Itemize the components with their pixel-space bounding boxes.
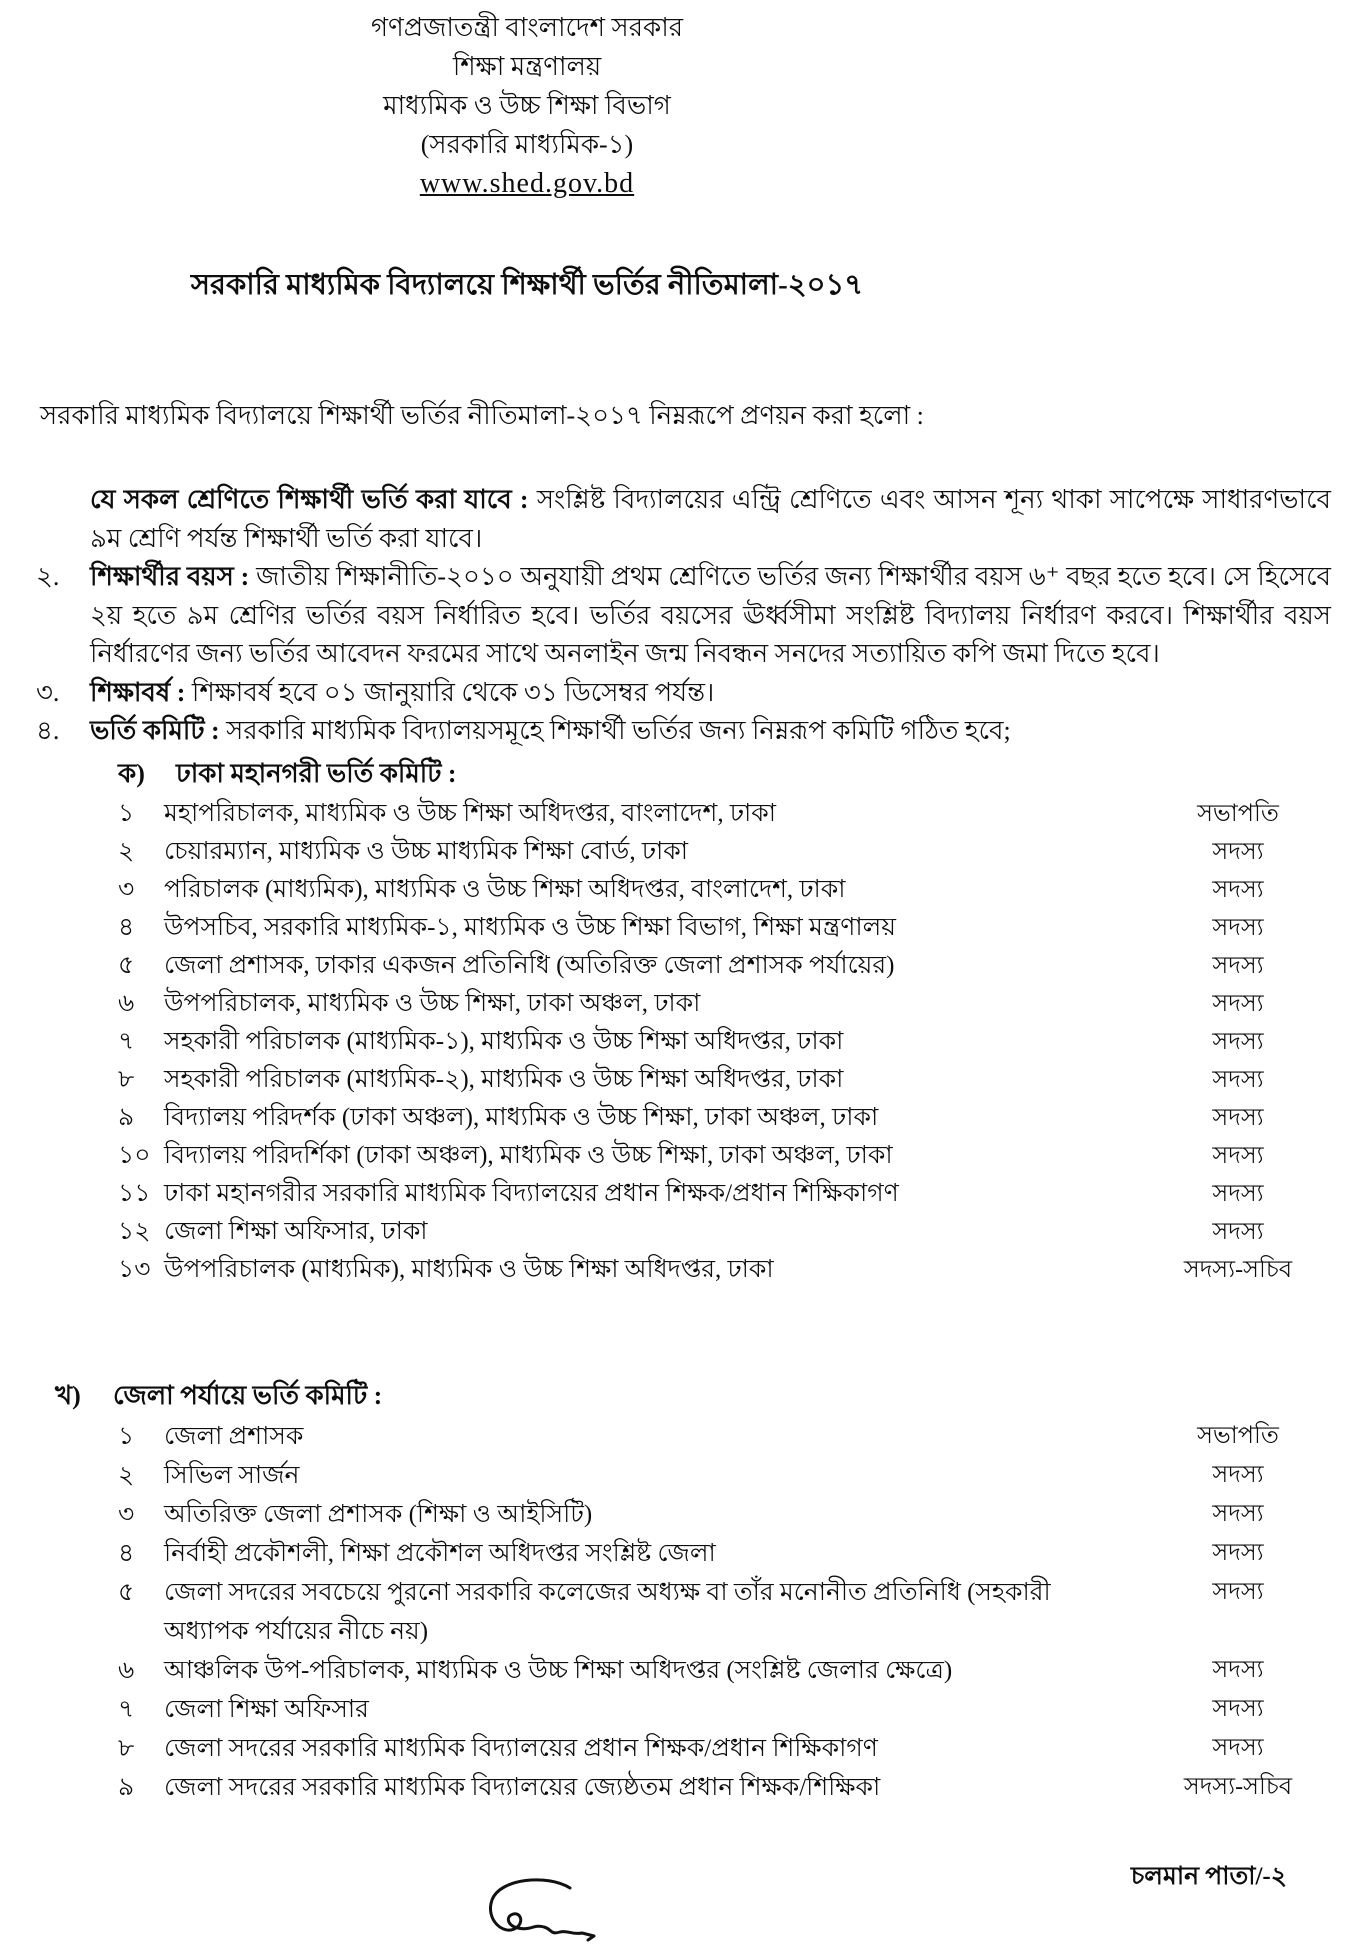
table-row bbox=[118, 1175, 1353, 1213]
committee-title: ঢাকা মহানগরী ভর্তি কমিটি : bbox=[176, 758, 457, 788]
item-number: ৩. bbox=[36, 677, 60, 707]
member-serial: ৮ bbox=[118, 1734, 135, 1762]
table-row bbox=[118, 1573, 1353, 1651]
item-text bbox=[90, 674, 1335, 713]
member-role: সদস্য bbox=[1212, 838, 1264, 865]
table-row bbox=[118, 833, 1353, 871]
table-row bbox=[118, 1099, 1353, 1137]
intro-paragraph: সরকারি মাধ্যমিক বিদ্যালয়ে শিক্ষার্থী ভর্তির নীতিমালা-২০১৭ নিম্নরূপে প্রণয়ন করা হলো : bbox=[40, 401, 924, 430]
member-serial: ৫ bbox=[118, 951, 135, 979]
website-url: www.shed.gov.bd bbox=[419, 168, 635, 199]
member-serial: ৭ bbox=[118, 1027, 135, 1055]
member-serial: ৩ bbox=[118, 875, 135, 903]
committee-heading bbox=[118, 753, 1353, 795]
table-row bbox=[118, 1651, 1353, 1690]
member-role: সভাপতি bbox=[1197, 1422, 1279, 1449]
handwritten-signature bbox=[478, 1878, 608, 1953]
table-row bbox=[118, 1768, 1353, 1807]
committee-label: ক) bbox=[118, 758, 145, 788]
member-role: সদস্য bbox=[1212, 1500, 1264, 1527]
member-serial: ৬ bbox=[118, 989, 135, 1017]
member-role: সদস্য bbox=[1212, 1695, 1264, 1722]
table-row bbox=[118, 1456, 1353, 1495]
member-serial: ৪ bbox=[118, 1539, 135, 1567]
member-designation: জেলা শিক্ষা অফিসার, ঢাকা bbox=[164, 1217, 428, 1245]
item-body: সংশ্লিষ্ট বিদ্যালয়ের এন্ট্রি শ্রেণিতে এবং আসন শূন্য থাকা সাপেক্ষে সাধারণভাবে ৯ম শ্রেণি পর্যন্ত শিক্ষার্থী ভর্তি করা যাবে। bbox=[90, 485, 1331, 553]
member-role: সদস্য bbox=[1212, 1461, 1264, 1488]
member-role: সদস্য bbox=[1212, 1180, 1264, 1207]
item-heading: শিক্ষাবর্ষ : bbox=[90, 677, 186, 707]
member-serial: ৮ bbox=[118, 1065, 135, 1093]
committee-district bbox=[0, 1375, 1353, 1807]
member-designation: জেলা শিক্ষা অফিসার bbox=[164, 1695, 369, 1723]
government-name: গণপ্রজাতন্ত্রী বাংলাদেশ সরকার bbox=[370, 13, 684, 42]
table-row bbox=[118, 1061, 1353, 1099]
member-serial: ১২ bbox=[118, 1217, 151, 1245]
member-role: সদস্য bbox=[1212, 1218, 1264, 1245]
committee-member-list bbox=[0, 1417, 1353, 1807]
member-designation: বিদ্যালয় পরিদর্শিকা (ঢাকা অঞ্চল), মাধ্যমিক ও উচ্চ শিক্ষা, ঢাকা অঞ্চল, ঢাকা bbox=[164, 1141, 893, 1169]
policy-item-4 bbox=[36, 712, 1335, 751]
letterhead bbox=[0, 0, 1054, 204]
member-designation: সিভিল সার্জন bbox=[164, 1461, 300, 1489]
member-designation: জেলা সদরের সরকারি মাধ্যমিক বিদ্যালয়ের জ্যেষ্ঠতম প্রধান শিক্ষক/শিক্ষিকা bbox=[164, 1773, 881, 1801]
division-name: মাধ্যমিক ও উচ্চ শিক্ষা বিভাগ bbox=[383, 91, 671, 120]
member-serial: ১ bbox=[118, 799, 135, 827]
policy-items bbox=[36, 481, 1335, 751]
policy-item-2 bbox=[36, 558, 1335, 674]
member-designation: পরিচালক (মাধ্যমিক), মাধ্যমিক ও উচ্চ শিক্ষা অধিদপ্তর, বাংলাদেশ, ঢাকা bbox=[164, 875, 846, 903]
item-number: ২. bbox=[36, 562, 60, 591]
table-row bbox=[118, 1729, 1353, 1768]
committee-title: জেলা পর্যায়ে ভর্তি কমিটি : bbox=[113, 1380, 383, 1410]
member-designation: আঞ্চলিক উপ-পরিচালক, মাধ্যমিক ও উচ্চ শিক্ষা অধিদপ্তর (সংশ্লিষ্ট জেলার ক্ষেত্রে) bbox=[164, 1656, 953, 1684]
member-role: সদস্য bbox=[1212, 914, 1264, 941]
member-role: সদস্য bbox=[1212, 876, 1264, 903]
member-role: সভাপতি bbox=[1197, 800, 1279, 827]
table-row bbox=[118, 1251, 1353, 1289]
member-designation: জেলা সদরের সবচেয়ে পুরনো সরকারি কলেজের অধ্যক্ষ বা তাঁর মনোনীত প্রতিনিধি (সহকারী অধ্যাপক পর্যায়ের নীচে নয়) bbox=[164, 1578, 1051, 1645]
table-row bbox=[118, 1495, 1353, 1534]
table-row bbox=[118, 1137, 1353, 1175]
member-serial: ৭ bbox=[118, 1695, 135, 1723]
table-row bbox=[118, 985, 1353, 1023]
continuation-note: চলমান পাতা/-২ bbox=[1130, 1863, 1287, 1890]
member-serial: ৯ bbox=[118, 1103, 135, 1131]
member-serial: ১ bbox=[118, 1422, 135, 1450]
item-number: ৪. bbox=[36, 716, 60, 745]
item-body: জাতীয় শিক্ষানীতি-২০১০ অনুযায়ী প্রথম শ্রেণিতে ভর্তির জন্য শিক্ষার্থীর বয়স ৬⁺ বছর হতে হবে। সে হিসেবে ২য় হতে ৯ম শ্রেণির ভর্তির বয়স নির্ধারিত হবে। ভর্তির বয়সের ঊর্ধ্বসীমা সংশ্লিষ্ট বিদ্যালয় নির্ধারণ করবে। শিক্ষার্থীর বয়স নির্ধারণের জন্য ভর্তির আবেদন ফরমের সাথে অনলাইন জন্ম নিবন্ধন সনদের সত্যায়িত কপি জমা দিতে হবে। bbox=[90, 562, 1332, 668]
table-row bbox=[118, 795, 1353, 833]
committee-dhaka bbox=[0, 753, 1353, 1289]
member-serial: ২ bbox=[118, 1461, 135, 1489]
committee-member-list bbox=[0, 795, 1353, 1289]
member-role: সদস্য bbox=[1212, 1656, 1264, 1683]
member-serial: ১১ bbox=[118, 1179, 151, 1207]
item-text bbox=[90, 481, 1335, 558]
table-row bbox=[118, 1023, 1353, 1061]
member-role: সদস্য bbox=[1212, 1104, 1264, 1131]
member-designation: নির্বাহী প্রকৌশলী, শিক্ষা প্রকৌশল অধিদপ্তর সংশ্লিষ্ট জেলা bbox=[164, 1539, 716, 1567]
table-row bbox=[118, 1213, 1353, 1251]
member-designation: মহাপরিচালক, মাধ্যমিক ও উচ্চ শিক্ষা অধিদপ্তর, বাংলাদেশ, ঢাকা bbox=[164, 799, 776, 827]
member-designation: সহকারী পরিচালক (মাধ্যমিক-২), মাধ্যমিক ও উচ্চ শিক্ষা অধিদপ্তর, ঢাকা bbox=[164, 1065, 844, 1093]
member-role: সদস্য bbox=[1212, 1066, 1264, 1093]
member-serial: ৯ bbox=[118, 1773, 135, 1801]
item-heading: যে সকল শ্রেণিতে শিক্ষার্থী ভর্তি করা যাবে : bbox=[90, 485, 529, 514]
member-serial: ১৩ bbox=[118, 1255, 151, 1283]
table-row bbox=[118, 1534, 1353, 1573]
member-serial: ২ bbox=[118, 837, 135, 865]
member-serial: ৩ bbox=[118, 1500, 135, 1528]
member-role: সদস্য-সচিব bbox=[1183, 1773, 1293, 1800]
table-row bbox=[118, 1417, 1353, 1456]
member-role: সদস্য bbox=[1212, 990, 1264, 1017]
member-serial: ১০ bbox=[118, 1141, 151, 1169]
committee-heading bbox=[55, 1375, 1353, 1417]
member-designation: উপপরিচালক (মাধ্যমিক), মাধ্যমিক ও উচ্চ শিক্ষা অধিদপ্তর, ঢাকা bbox=[164, 1255, 774, 1283]
member-role: সদস্য bbox=[1212, 1539, 1264, 1566]
item-heading: শিক্ষার্থীর বয়স : bbox=[90, 562, 250, 591]
item-text bbox=[90, 558, 1335, 674]
member-designation: জেলা প্রশাসক bbox=[164, 1422, 304, 1450]
member-serial: ৫ bbox=[118, 1578, 135, 1606]
item-body: সরকারি মাধ্যমিক বিদ্যালয়সমূহে শিক্ষার্থী ভর্তির জন্য নিম্নরূপ কমিটি গঠিত হবে; bbox=[226, 716, 1011, 745]
table-row bbox=[118, 909, 1353, 947]
committee-label: খ) bbox=[55, 1380, 81, 1410]
member-role: সদস্য bbox=[1212, 952, 1264, 979]
member-designation: ঢাকা মহানগরীর সরকারি মাধ্যমিক বিদ্যালয়ের প্রধান শিক্ষক/প্রধান শিক্ষিকাগণ bbox=[164, 1179, 899, 1207]
member-designation: জেলা সদরের সরকারি মাধ্যমিক বিদ্যালয়ের প্রধান শিক্ষক/প্রধান শিক্ষিকাগণ bbox=[164, 1734, 878, 1762]
member-role: সদস্য bbox=[1212, 1142, 1264, 1169]
member-serial: ৪ bbox=[118, 913, 135, 941]
policy-item-3 bbox=[36, 674, 1335, 713]
policy-item-1 bbox=[36, 481, 1335, 558]
member-role: সদস্য bbox=[1212, 1028, 1264, 1055]
ministry-name: শিক্ষা মন্ত্রণালয় bbox=[452, 52, 602, 81]
table-row bbox=[118, 1690, 1353, 1729]
table-row bbox=[118, 947, 1353, 985]
member-designation: বিদ্যালয় পরিদর্শক (ঢাকা অঞ্চল), মাধ্যমিক ও উচ্চ শিক্ষা, ঢাকা অঞ্চল, ঢাকা bbox=[164, 1103, 879, 1131]
member-designation: উপসচিব, সরকারি মাধ্যমিক-১, মাধ্যমিক ও উচ্চ শিক্ষা বিভাগ, শিক্ষা মন্ত্রণালয় bbox=[164, 913, 896, 941]
page-title: সরকারি মাধ্যমিক বিদ্যালয়ে শিক্ষার্থী ভর্তির নীতিমালা-২০১৭ bbox=[190, 269, 864, 301]
item-body: শিক্ষাবর্ষ হবে ০১ জানুয়ারি থেকে ৩১ ডিসেম্বর পর্যন্ত। bbox=[191, 677, 715, 707]
signature-mark bbox=[478, 1878, 608, 1948]
member-designation: সহকারী পরিচালক (মাধ্যমিক-১), মাধ্যমিক ও উচ্চ শিক্ষা অধিদপ্তর, ঢাকা bbox=[164, 1027, 844, 1055]
member-designation: উপপরিচালক, মাধ্যমিক ও উচ্চ শিক্ষা, ঢাকা অঞ্চল, ঢাকা bbox=[164, 989, 701, 1017]
table-row bbox=[118, 871, 1353, 909]
section-name: (সরকারি মাধ্যমিক-১) bbox=[420, 130, 634, 159]
item-text bbox=[90, 712, 1335, 751]
member-role: সদস্য-সচিব bbox=[1183, 1256, 1293, 1283]
member-designation: চেয়ারম্যান, মাধ্যমিক ও উচ্চ মাধ্যমিক শিক্ষা বোর্ড, ঢাকা bbox=[164, 837, 688, 865]
member-role: সদস্য bbox=[1212, 1578, 1264, 1605]
member-role: সদস্য bbox=[1212, 1734, 1264, 1761]
item-heading: ভর্তি কমিটি : bbox=[90, 716, 220, 745]
member-designation: অতিরিক্ত জেলা প্রশাসক (শিক্ষা ও আইসিটি) bbox=[164, 1500, 593, 1528]
member-serial: ৬ bbox=[118, 1656, 135, 1684]
member-designation: জেলা প্রশাসক, ঢাকার একজন প্রতিনিধি (অতিরিক্ত জেলা প্রশাসক পর্যায়ের) bbox=[164, 951, 895, 979]
